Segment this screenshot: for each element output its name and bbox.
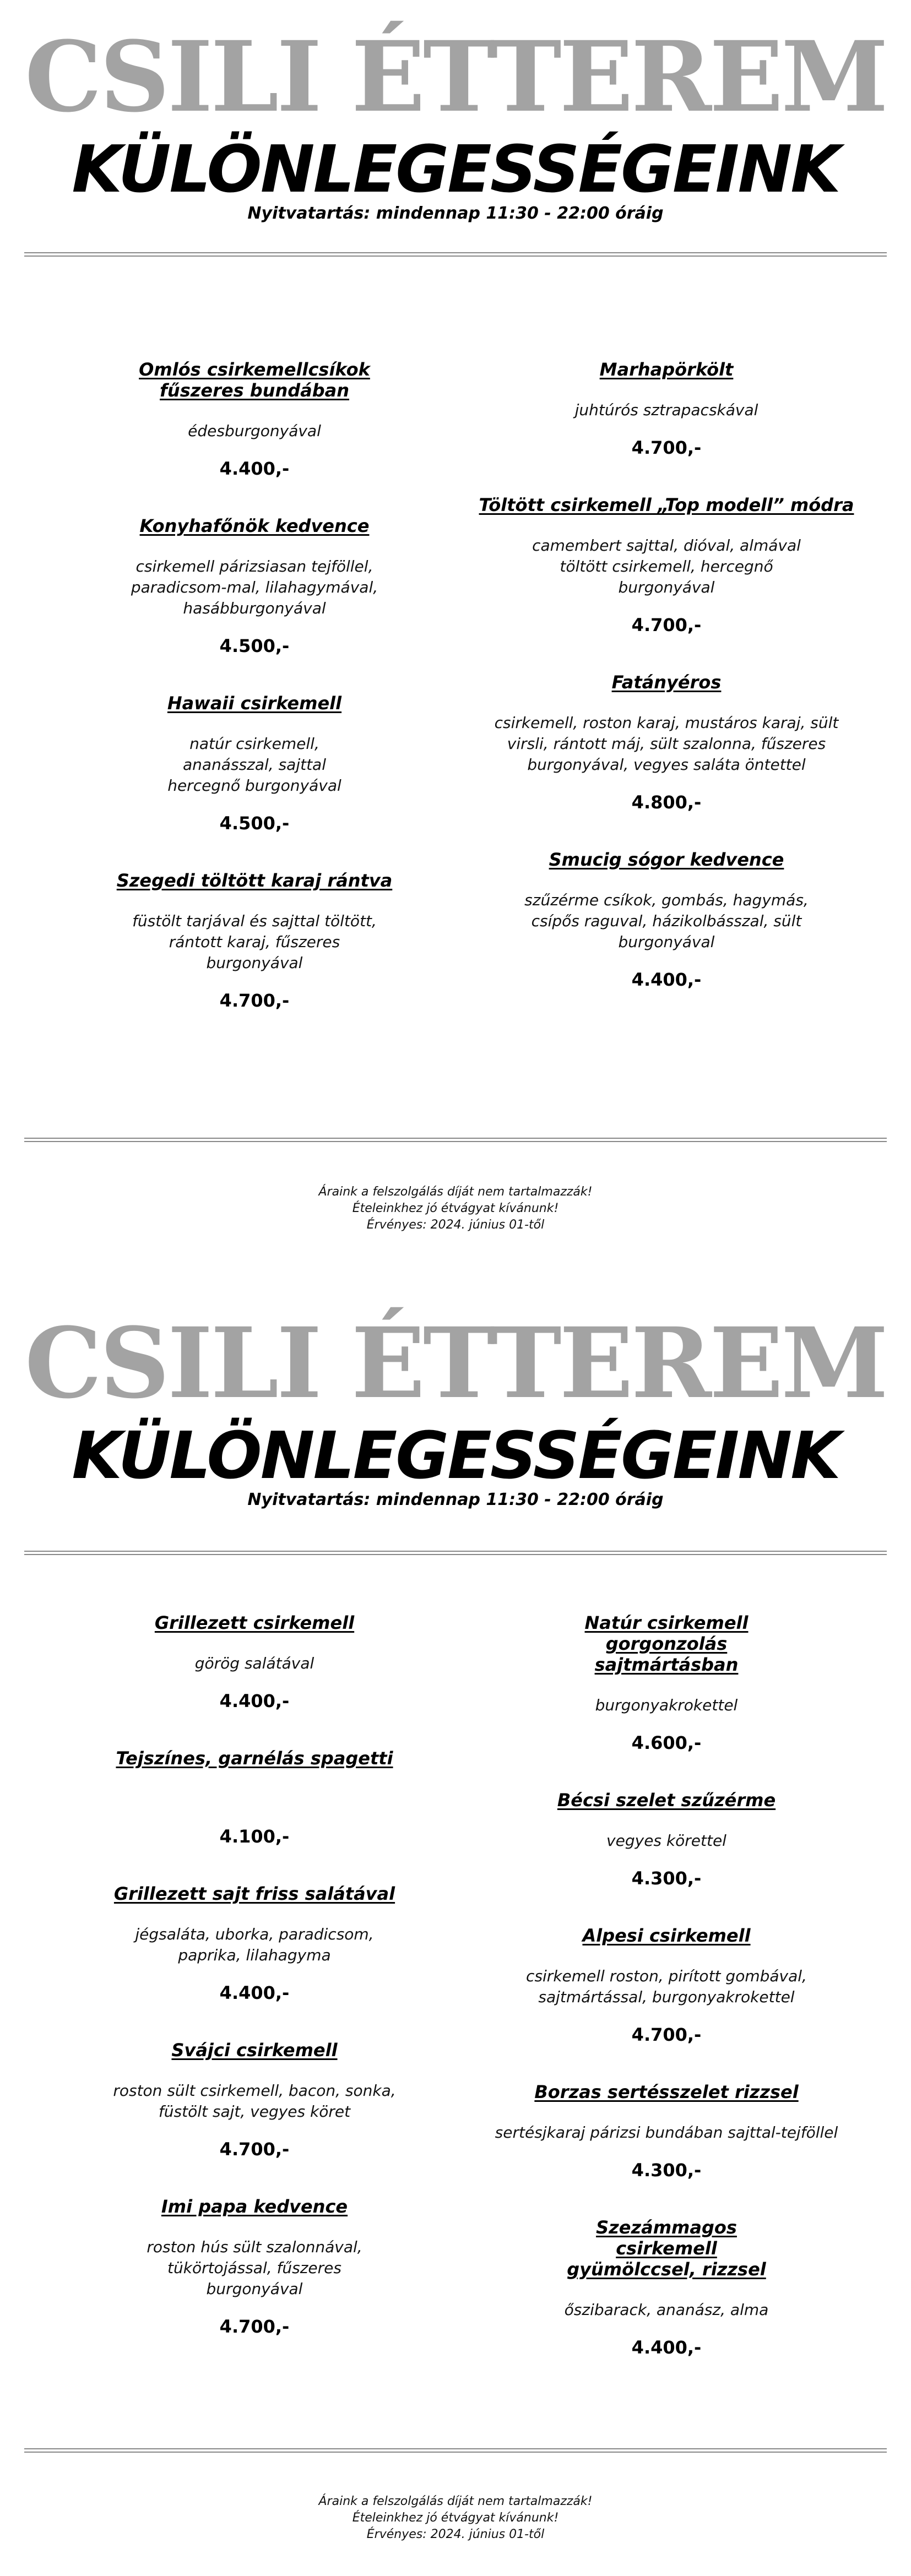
footer-line: Áraink a felszolgálás díját nem tartalmazzák!: [318, 2495, 593, 2508]
dish-description: burgonyakrokettel: [595, 1696, 738, 1714]
footer-line: Áraink a felszolgálás díját nem tartalmazzák!: [318, 1185, 593, 1199]
dish-description: görög salátával: [194, 1654, 314, 1672]
opening-hours: Nyitvatartás: mindennap 11:30 - 22:00 óráig: [247, 1490, 664, 1509]
dish-description: szűzérme csíkok, gombás, hagymás, csípős raguval, házikolbásszal, sült burgonyával: [524, 891, 809, 951]
dish-price: 4.500,-: [219, 813, 290, 834]
dish-name: Natúr csirkemell gorgonzolás sajtmártásban: [584, 1612, 749, 1675]
footer-line: Érvényes: 2024. június 01-től: [366, 1218, 545, 1232]
menu-item: [62, 515, 447, 656]
dish-price: 4.400,-: [219, 458, 290, 479]
dish-name: Alpesi csirkemell: [582, 1925, 751, 1946]
dish-price: 4.500,-: [219, 635, 290, 656]
menu-item: [474, 1612, 859, 1753]
restaurant-name: CSILI ÉTTEREM: [24, 20, 887, 134]
menu-item: [474, 494, 859, 635]
restaurant-name: CSILI ÉTTEREM: [24, 1306, 887, 1420]
dish-description: [62, 1789, 447, 1809]
dish-price: 4.400,-: [219, 1982, 290, 2003]
dish-description: vegyes körettel: [606, 1832, 726, 1850]
menu-item: [474, 359, 859, 458]
dish-description: camembert sajttal, dióval, almával töltött csirkemell, hercegnő burgonyával: [532, 536, 801, 596]
dish-price: 4.700,-: [219, 990, 290, 1011]
footer-note: [0, 2493, 911, 2543]
menu-item: [62, 693, 447, 834]
menu-column-left: [62, 1612, 447, 2337]
dish-name: Imi papa kedvence: [161, 2196, 348, 2217]
menu-item: [474, 672, 859, 813]
menu-item: [62, 870, 447, 1011]
dish-name: Tejszínes, garnélás spagetti: [116, 1748, 393, 1769]
dish-description: füstölt tarjával és sajttal töltött, rántott karaj, fűszeres burgonyával: [132, 912, 377, 972]
dish-description: csirkemell, roston karaj, mustáros karaj, sült virsli, rántott máj, sült szalonna, fűszeres burgonyával, vegyes saláta öntettel: [494, 714, 839, 774]
menu-item: [62, 2196, 447, 2337]
dish-name: Borzas sertésszelet rizzsel: [534, 2082, 799, 2102]
dish-price: 4.400,-: [631, 969, 702, 990]
menu-item: [62, 1748, 447, 1847]
dish-name: Marhapörkölt: [599, 359, 734, 380]
menu-item: [62, 2040, 447, 2160]
dish-name: Konyhafőnök kedvence: [139, 515, 370, 536]
menu-item: [474, 1790, 859, 1889]
menu-column-right: [474, 359, 859, 990]
dish-price: 4.700,-: [631, 437, 702, 458]
menu-page-2: [0, 1289, 911, 2576]
footer-line: Érvényes: 2024. június 01-től: [366, 2528, 545, 2541]
menu-column-left: [62, 359, 447, 1011]
menu-item: [62, 1612, 447, 1711]
menu-item: [139, 359, 370, 479]
specials-heading: KÜLÖNLEGESSÉGEINK: [72, 131, 839, 207]
dish-price: 4.700,-: [631, 615, 702, 635]
menu-item: [474, 1925, 859, 2045]
dish-price: 4.100,-: [219, 1826, 290, 1847]
dish-name: Smucig sógor kedvence: [549, 849, 784, 870]
dish-description: csirkemell párizsiasan tejföllel, paradicsom-mal, lilahagymával, hasábburgonyával: [131, 557, 378, 617]
opening-hours: Nyitvatartás: mindennap 11:30 - 22:00 óráig: [247, 204, 664, 223]
dish-description: natúr csirkemell, ananásszal, sajttal hercegnő burgonyával: [167, 735, 341, 795]
menu-item: [474, 849, 859, 990]
menu-item: [474, 2217, 859, 2358]
footer-note: [0, 1184, 911, 1233]
divider: [24, 1551, 887, 1555]
dish-price: 4.800,-: [631, 792, 702, 813]
dish-description: jégsaláta, uborka, paradicsom, paprika, lilahagyma: [135, 1925, 374, 1964]
dish-price: 4.700,-: [219, 2139, 290, 2160]
specials-heading: KÜLÖNLEGESSÉGEINK: [72, 1417, 839, 1493]
dish-name: Grillezett sajt friss salátával: [113, 1883, 395, 1904]
divider: [24, 1138, 887, 1142]
menu-item: [62, 1883, 447, 2003]
dish-price: 4.300,-: [631, 2160, 702, 2181]
dish-description: őszibarack, ananász, alma: [564, 2301, 769, 2319]
divider: [24, 252, 887, 257]
dish-name: Omlós csirkemellcsíkok fűszeres bundában: [139, 359, 370, 401]
dish-price: 4.300,-: [631, 1868, 702, 1889]
divider: [24, 2448, 887, 2453]
dish-description: roston hús sült szalonnával, tükörtojással, fűszeres burgonyával: [147, 2238, 362, 2298]
dish-description: csirkemell roston, pirított gombával, sajtmártással, burgonyakrokettel: [526, 1967, 807, 2006]
dish-description: sertésjkaraj párizsi bundában sajttal-tejföllel: [495, 2123, 838, 2142]
dish-price: 4.700,-: [631, 2024, 702, 2045]
footer-line: Ételeinkhez jó étvágyat kívánunk!: [352, 1202, 559, 1215]
dish-name: Bécsi szelet szűzérme: [557, 1790, 776, 1811]
dish-name: Szezámmagos csirkemell gyümölccsel, rizzsel: [567, 2217, 766, 2280]
dish-description: édesburgonyával: [188, 422, 321, 440]
dish-name: Töltött csirkemell „Top modell” módra: [479, 494, 854, 515]
dish-price: 4.400,-: [631, 2337, 702, 2358]
dish-name: Hawaii csirkemell: [167, 693, 342, 714]
dish-description: juhtúrós sztrapacskával: [574, 401, 758, 419]
dish-name: Fatányéros: [611, 672, 722, 693]
dish-name: Svájci csirkemell: [171, 2040, 338, 2061]
dish-name: Grillezett csirkemell: [154, 1612, 355, 1633]
dish-price: 4.700,-: [219, 2316, 290, 2337]
dish-price: 4.600,-: [631, 1732, 702, 1753]
footer-line: Ételeinkhez jó étvágyat kívánunk!: [352, 2511, 559, 2525]
dish-price: 4.400,-: [219, 1691, 290, 1711]
dish-name: Szegedi töltött karaj rántva: [116, 870, 393, 891]
menu-column-right: [474, 1612, 859, 2358]
dish-description: roston sült csirkemell, bacon, sonka, füstölt sajt, vegyes köret: [113, 2082, 396, 2121]
menu-item: [474, 2082, 859, 2181]
